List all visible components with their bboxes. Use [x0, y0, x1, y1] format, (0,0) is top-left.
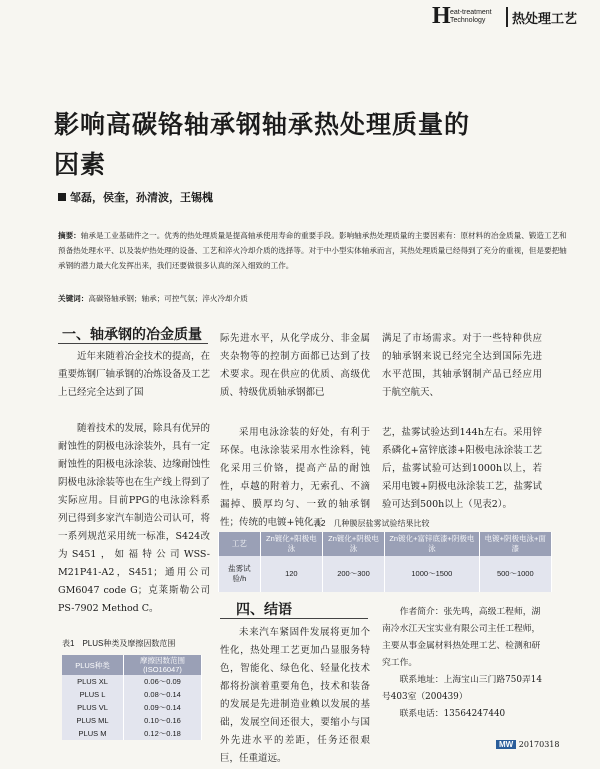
mw-badge: MW — [496, 740, 516, 749]
table1-cell: 0.09～0.14 — [124, 701, 202, 714]
author-phone: 联系电话：13564247440 — [399, 709, 506, 719]
section1-col2: 际先进水平，从化学成分、非金属夹杂物等的控制方面都已达到了技术要求。现在供应的优质、高级优质、特级优质轴承钢都已 — [220, 333, 370, 398]
table-row — [62, 701, 202, 714]
table-row — [62, 727, 202, 740]
author-note — [382, 604, 542, 723]
abstract — [58, 228, 568, 273]
keywords — [58, 293, 568, 305]
table2-cell: 120 — [260, 556, 322, 592]
table2-cell: 500～1000 — [479, 556, 551, 592]
table1-header-row — [62, 655, 202, 675]
article-authors: 邹磊，侯奎，孙清波，王锡槐 — [58, 189, 213, 205]
section-heading-4: 四、结语 — [236, 602, 292, 618]
section-rule — [58, 343, 208, 344]
body-col3: 艺，盐雾试验达到144h左右。采用锌系磷化+富锌底漆+阳极电泳涂装工艺后，盐雾试验可达到1000h以上，若采用电镀+阴极电泳涂装工艺，盐雾试验可达到500h以上（见表2）。 — [382, 427, 542, 510]
table1-cell: PLUS M — [62, 727, 124, 740]
table2-header-cell: Zn镀化+阴极电泳 — [322, 532, 384, 556]
journal-logo-letter: H — [432, 3, 451, 29]
abstract-text: 轴承是工业基础件之一。优秀的热处理质量是提高轴承使用寿命的重要手段。影响轴承热处理质量的主要因素有：原材料的冶金质量、锻造工艺和预备热处理水平、以及装炉热处理的设备、工艺和淬火冷却介质的选择等。对于中小型实体轴承而言，其热处理质量已经得到了充分的重视，但是要把轴承钢的潜力最大化发挥出来，我们还要做很多认真的深入细致的工作。 — [58, 231, 567, 270]
table1 — [62, 655, 202, 740]
table-row — [219, 556, 552, 592]
table2-cell: 盐雾试验/h — [219, 556, 261, 592]
table1-header-cell: 摩擦因数范围 (ISO16047) — [124, 655, 202, 675]
table1-cell: PLUS ML — [62, 714, 124, 727]
table-row — [62, 688, 202, 701]
author-intro: 作者简介：张先鸣，高级工程师，湖南冷水江天宝实业有限公司主任工程师，主要从事金属材料热处理工艺、检测和研究工作。 — [382, 607, 541, 668]
table2 — [218, 532, 552, 592]
table2-header-cell: 电镀+阴极电泳+面漆 — [479, 532, 551, 556]
table2-header-row — [219, 532, 552, 556]
table1-cell: PLUS VL — [62, 701, 124, 714]
table1-cell: 0.10～0.16 — [124, 714, 202, 727]
column-name: 热处理工艺 — [512, 12, 578, 27]
table1-cell: PLUS XL — [62, 675, 124, 688]
header-divider — [506, 7, 508, 27]
table2-cell: 1000～1500 — [385, 556, 480, 592]
table1-cell: 0.06～0.09 — [124, 675, 202, 688]
table1-header-cell: PLUS种类 — [62, 655, 124, 675]
journal-logo-english: eat-treatment Technology — [450, 9, 492, 24]
body-col1: 随着技术的发展，除具有优异的耐蚀性的阴极电泳涂装外，具有一定耐蚀性的阳极电泳涂装、边缘耐蚀性阴极电泳涂装等也在生产线上得到了实际应用。目前PPG的电泳涂料系列已得到多家汽车制造公司认可，将一系列规范采用统一标准，S424改为S451，如福特公司WSS-M21P41-A2，S451；通用公司GM6047 code G；克莱斯勒公司PS-7902 Method C。 — [58, 423, 211, 614]
table1-caption: 表1 PLUS种类及摩擦因数范围 — [62, 639, 176, 648]
table1-cell: PLUS L — [62, 688, 124, 701]
keywords-label: 关键词： — [58, 294, 89, 303]
body-col2: 采用电泳涂装的好处，有利于环保。电泳涂装采用水性涂料，钝化采用三价铬，提高产品的耐蚀性，卓越的附着力，无索孔、不滴漏掉、膜厚均匀、一致的轴承钢性；传统的电镀+钝化工 — [220, 427, 370, 528]
section1-col3: 满足了市场需求。对于一些特种供应的轴承钢来说已经完全达到国际先进水平范围，其轴承钢制产品已经应用于航空航天、 — [382, 333, 542, 398]
section4-text: 未来汽车紧固件发展将更加个性化，热处理工艺更加凸显服务特色，智能化、绿色化、轻量化技术都将扮演着重要角色，技术和装备的发展是先进制造业赖以发展的基础，发展空间还很大，要缩小与国外先进水平的差距，任务还很艰巨，任重道远。 — [220, 627, 370, 764]
abstract-label: 摘要： — [58, 231, 81, 240]
section1-col1: 近年来随着冶金技术的提高，在重要炼钢厂轴承钢的冶炼设备及工艺上已经完全达到了国 — [58, 351, 211, 398]
table2-header-cell: Zn镀化+阳极电泳 — [260, 532, 322, 556]
table2-caption: 表2 几种膜层盐雾试验结果比较 — [313, 519, 430, 528]
author-address: 联系地址：上海宝山三门路750弄14号403室（200439） — [382, 675, 542, 702]
table2-cell: 200～300 — [322, 556, 384, 592]
keywords-text: 高碳铬轴承钢；轴承；可控气氛；淬火冷却介质 — [88, 294, 248, 303]
article-title: 影响高碳铬轴承钢轴承热处理质量的因素 — [54, 110, 471, 179]
table2-header-cell: 工艺 — [219, 532, 261, 556]
section-heading-1: 一、轴承钢的冶金质量 — [62, 327, 202, 343]
journal-header-logo — [432, 5, 592, 29]
table-row — [62, 714, 202, 727]
footer-number: 20170318 — [518, 740, 560, 749]
table1-cell: 0.08～0.14 — [124, 688, 202, 701]
author-square-icon — [58, 193, 66, 201]
footer-code — [496, 740, 559, 749]
table-row — [62, 675, 202, 688]
section-rule — [220, 618, 368, 619]
table2-header-cell: Zn镀化+富锌底漆+阴极电泳 — [385, 532, 480, 556]
table1-cell: 0.12～0.18 — [124, 727, 202, 740]
